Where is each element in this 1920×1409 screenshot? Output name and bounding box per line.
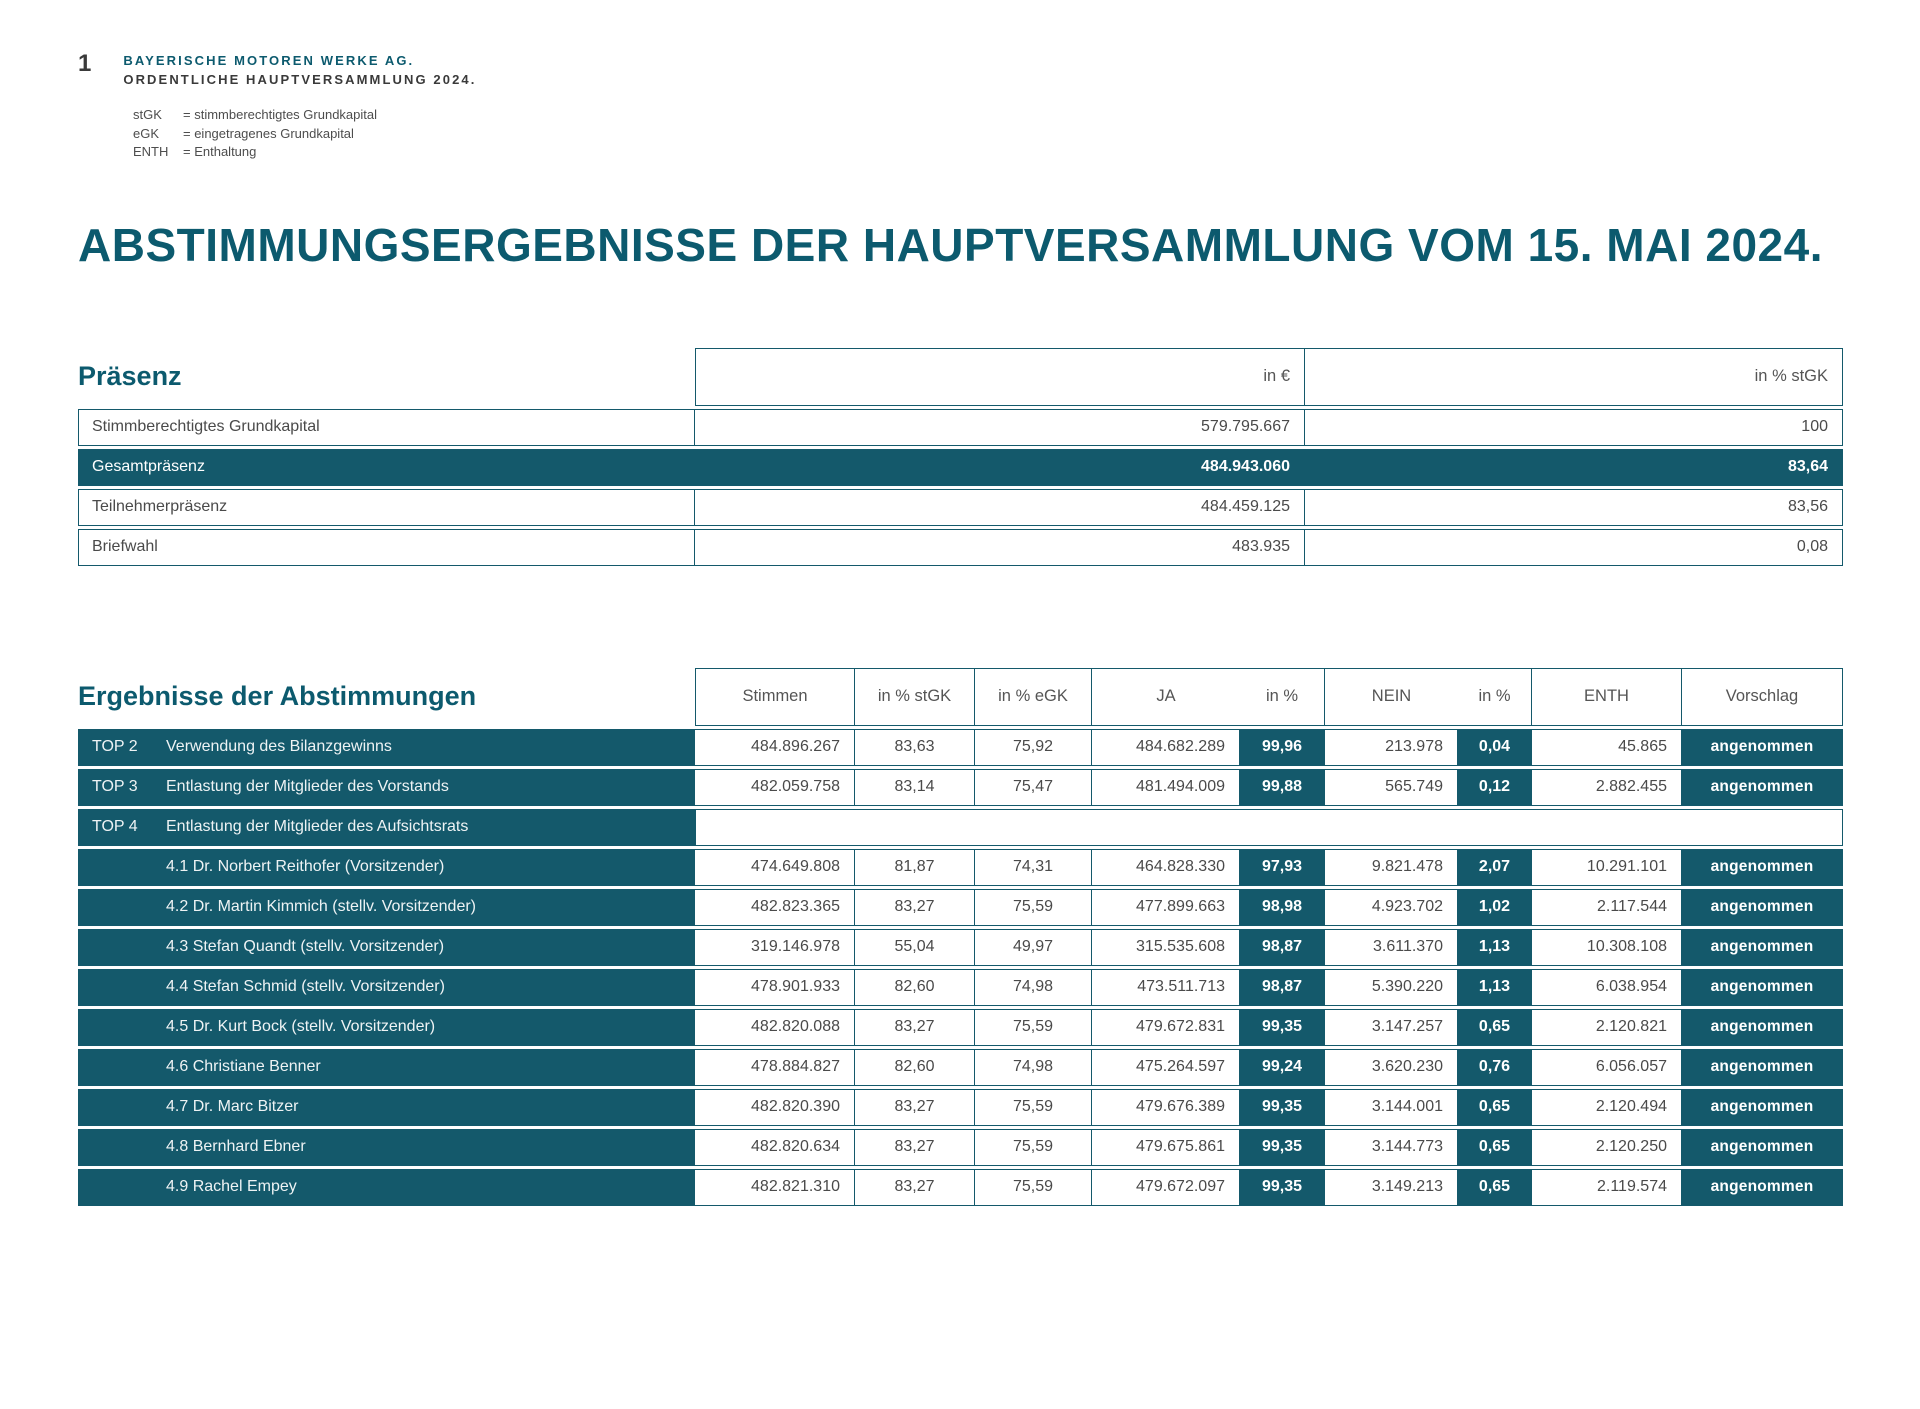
col-enth: ENTH bbox=[1532, 668, 1682, 726]
yes-pct-cell: 99,35 bbox=[1240, 1169, 1325, 1206]
yes-votes-cell: 479.672.831 bbox=[1092, 1009, 1240, 1046]
pct-egk-cell: 75,59 bbox=[975, 1089, 1092, 1126]
pct-egk-cell: 74,31 bbox=[975, 849, 1092, 886]
agenda-item-label bbox=[166, 938, 694, 956]
praesenz-eur-value: 483.935 bbox=[695, 529, 1305, 566]
agenda-item-label bbox=[166, 1018, 694, 1036]
pct-stgk-cell: 83,27 bbox=[855, 889, 975, 926]
col-ja: JA bbox=[1092, 668, 1240, 726]
pct-egk-cell: 75,47 bbox=[975, 769, 1092, 806]
yes-pct-cell: 99,96 bbox=[1240, 729, 1325, 766]
no-votes-cell: 3.611.370 bbox=[1325, 929, 1458, 966]
praesenz-row bbox=[78, 529, 1843, 566]
votes-cell: 484.896.267 bbox=[695, 729, 855, 766]
agenda-item-cell bbox=[78, 1049, 695, 1086]
yes-votes-cell: 315.535.608 bbox=[1092, 929, 1240, 966]
agenda-item-cell bbox=[78, 769, 695, 806]
legend-row bbox=[133, 143, 1843, 162]
page-title: ABSTIMMUNGSERGEBNISSE DER HAUPTVERSAMMLUNG VOM 15. MAI 2024. bbox=[78, 219, 1824, 272]
vote-result-row bbox=[78, 1169, 1843, 1206]
page-number: 1 bbox=[78, 50, 92, 77]
agenda-item-label bbox=[166, 1098, 694, 1116]
agenda-item-label bbox=[166, 978, 694, 996]
yes-votes-cell: 479.672.097 bbox=[1092, 1169, 1240, 1206]
page-header bbox=[78, 52, 1843, 90]
agenda-item-label bbox=[166, 858, 694, 876]
praesenz-pct-value: 83,64 bbox=[1305, 449, 1843, 486]
agenda-item-label bbox=[166, 898, 694, 916]
vote-result-row bbox=[78, 809, 1843, 846]
yes-votes-cell: 464.828.330 bbox=[1092, 849, 1240, 886]
praesenz-heading: Präsenz bbox=[78, 361, 182, 392]
agenda-item-cell bbox=[78, 969, 695, 1006]
col-ja-pct: in % bbox=[1240, 668, 1325, 726]
proposal-result-cell: angenommen bbox=[1682, 969, 1843, 1006]
abstain-cell: 2.120.821 bbox=[1532, 1009, 1682, 1046]
agenda-item-cell bbox=[78, 1169, 695, 1206]
no-votes-cell: 5.390.220 bbox=[1325, 969, 1458, 1006]
voting-results-table bbox=[78, 665, 1843, 1209]
agenda-item-title: 4.5 Dr. Kurt Bock (stellv. Vorsitzender) bbox=[166, 1018, 436, 1036]
pct-stgk-cell: 83,27 bbox=[855, 1009, 975, 1046]
vote-result-row bbox=[78, 1089, 1843, 1126]
praesenz-header-row bbox=[78, 348, 1843, 406]
vote-result-row bbox=[78, 1049, 1843, 1086]
agenda-item-number: TOP 2 bbox=[92, 738, 138, 756]
yes-pct-cell: 99,35 bbox=[1240, 1089, 1325, 1126]
praesenz-pct-value: 83,56 bbox=[1305, 489, 1843, 526]
col-stimmen: Stimmen bbox=[695, 668, 855, 726]
abbreviation-legend bbox=[133, 106, 1843, 163]
praesenz-row bbox=[78, 449, 1843, 486]
document-page bbox=[0, 52, 1920, 1209]
no-pct-cell: 0,12 bbox=[1458, 769, 1532, 806]
yes-pct-cell: 99,35 bbox=[1240, 1009, 1325, 1046]
no-votes-cell: 4.923.702 bbox=[1325, 889, 1458, 926]
agenda-item-cell bbox=[78, 809, 695, 846]
agenda-item-label bbox=[92, 778, 694, 796]
pct-egk-cell: 75,59 bbox=[975, 1129, 1092, 1166]
pct-egk-cell: 75,59 bbox=[975, 1009, 1092, 1046]
votes-cell: 482.820.390 bbox=[695, 1089, 855, 1126]
no-votes-cell: 3.147.257 bbox=[1325, 1009, 1458, 1046]
vote-result-row bbox=[78, 769, 1843, 806]
agenda-item-title: Verwendung des Bilanzgewinns bbox=[166, 738, 392, 756]
legend-definition: = stimmberechtigtes Grundkapital bbox=[183, 106, 378, 122]
proposal-result-cell: angenommen bbox=[1682, 1089, 1843, 1126]
yes-pct-cell: 98,87 bbox=[1240, 969, 1325, 1006]
agenda-item-cell bbox=[78, 849, 695, 886]
agenda-item-title: 4.4 Stefan Schmid (stellv. Vorsitzender) bbox=[166, 978, 445, 996]
vote-result-row bbox=[78, 1009, 1843, 1046]
yes-votes-cell: 484.682.289 bbox=[1092, 729, 1240, 766]
abstain-cell: 2.119.574 bbox=[1532, 1169, 1682, 1206]
proposal-result-cell: angenommen bbox=[1682, 929, 1843, 966]
praesenz-pct-value: 100 bbox=[1305, 409, 1843, 446]
agenda-item-title: Entlastung der Mitglieder des Vorstands bbox=[166, 778, 449, 796]
votes-cell: 319.146.978 bbox=[695, 929, 855, 966]
praesenz-col-pct-stgk: in % stGK bbox=[1305, 348, 1843, 406]
no-pct-cell: 0,04 bbox=[1458, 729, 1532, 766]
praesenz-eur-value: 484.943.060 bbox=[695, 449, 1305, 486]
abstain-cell: 45.865 bbox=[1532, 729, 1682, 766]
praesenz-eur-value: 484.459.125 bbox=[695, 489, 1305, 526]
votes-cell: 482.059.758 bbox=[695, 769, 855, 806]
yes-pct-cell: 98,87 bbox=[1240, 929, 1325, 966]
empty-span-cell bbox=[695, 809, 1843, 846]
yes-pct-cell: 99,88 bbox=[1240, 769, 1325, 806]
no-votes-cell: 3.149.213 bbox=[1325, 1169, 1458, 1206]
vote-result-row bbox=[78, 889, 1843, 926]
abstain-cell: 6.038.954 bbox=[1532, 969, 1682, 1006]
proposal-result-cell: angenommen bbox=[1682, 849, 1843, 886]
pct-stgk-cell: 83,14 bbox=[855, 769, 975, 806]
votes-cell: 482.821.310 bbox=[695, 1169, 855, 1206]
pct-egk-cell: 75,92 bbox=[975, 729, 1092, 766]
proposal-result-cell: angenommen bbox=[1682, 889, 1843, 926]
no-pct-cell: 1,13 bbox=[1458, 969, 1532, 1006]
col-nein: NEIN bbox=[1325, 668, 1458, 726]
praesenz-heading-cell bbox=[78, 348, 695, 406]
col-nein-pct: in % bbox=[1458, 668, 1532, 726]
no-pct-cell: 1,13 bbox=[1458, 929, 1532, 966]
proposal-result-cell: angenommen bbox=[1682, 1169, 1843, 1206]
pct-stgk-cell: 83,27 bbox=[855, 1129, 975, 1166]
agenda-item-number: TOP 3 bbox=[92, 778, 138, 796]
yes-pct-cell: 99,24 bbox=[1240, 1049, 1325, 1086]
results-heading-cell bbox=[78, 668, 695, 726]
agenda-item-title: 4.7 Dr. Marc Bitzer bbox=[166, 1098, 299, 1116]
no-votes-cell: 3.144.773 bbox=[1325, 1129, 1458, 1166]
legend-row bbox=[133, 106, 1843, 125]
vote-result-row bbox=[78, 729, 1843, 766]
praesenz-row-label: Briefwahl bbox=[78, 529, 695, 566]
agenda-item-number: TOP 4 bbox=[92, 818, 138, 836]
no-pct-cell: 1,02 bbox=[1458, 889, 1532, 926]
col-vorschlag: Vorschlag bbox=[1682, 668, 1843, 726]
pct-stgk-cell: 82,60 bbox=[855, 969, 975, 1006]
results-header-row bbox=[78, 668, 1843, 726]
agenda-item-title: Entlastung der Mitglieder des Aufsichtsrats bbox=[166, 818, 469, 836]
yes-votes-cell: 473.511.713 bbox=[1092, 969, 1240, 1006]
agenda-item-title: 4.3 Stefan Quandt (stellv. Vorsitzender) bbox=[166, 938, 445, 956]
agenda-item-cell bbox=[78, 1009, 695, 1046]
agenda-item-title: 4.8 Bernhard Ebner bbox=[166, 1138, 306, 1156]
votes-cell: 482.820.088 bbox=[695, 1009, 855, 1046]
yes-pct-cell: 99,35 bbox=[1240, 1129, 1325, 1166]
vote-result-row bbox=[78, 849, 1843, 886]
yes-votes-cell: 477.899.663 bbox=[1092, 889, 1240, 926]
votes-cell: 482.823.365 bbox=[695, 889, 855, 926]
company-block bbox=[123, 52, 476, 90]
agenda-item-label bbox=[166, 1058, 694, 1076]
praesenz-table bbox=[78, 345, 1843, 569]
yes-votes-cell: 479.676.389 bbox=[1092, 1089, 1240, 1126]
yes-votes-cell: 481.494.009 bbox=[1092, 769, 1240, 806]
votes-cell: 478.884.827 bbox=[695, 1049, 855, 1086]
no-votes-cell: 565.749 bbox=[1325, 769, 1458, 806]
legend-abbr: eGK bbox=[133, 125, 160, 141]
pct-stgk-cell: 83,63 bbox=[855, 729, 975, 766]
legend-definition: = Enthaltung bbox=[183, 144, 257, 160]
no-pct-cell: 0,65 bbox=[1458, 1169, 1532, 1206]
legend-definition: = eingetragenes Grundkapital bbox=[183, 125, 354, 141]
vote-result-row bbox=[78, 929, 1843, 966]
agenda-item-cell bbox=[78, 729, 695, 766]
legend-abbr: ENTH bbox=[133, 144, 169, 160]
proposal-result-cell: angenommen bbox=[1682, 729, 1843, 766]
agenda-item-label bbox=[92, 818, 694, 836]
vote-result-row bbox=[78, 1129, 1843, 1166]
pct-stgk-cell: 83,27 bbox=[855, 1089, 975, 1126]
proposal-result-cell: angenommen bbox=[1682, 769, 1843, 806]
praesenz-eur-value: 579.795.667 bbox=[695, 409, 1305, 446]
agenda-item-cell bbox=[78, 929, 695, 966]
agenda-item-label bbox=[166, 1138, 694, 1156]
no-votes-cell: 3.620.230 bbox=[1325, 1049, 1458, 1086]
votes-cell: 478.901.933 bbox=[695, 969, 855, 1006]
no-votes-cell: 3.144.001 bbox=[1325, 1089, 1458, 1126]
legend-row bbox=[133, 125, 1843, 144]
pct-stgk-cell: 83,27 bbox=[855, 1169, 975, 1206]
legend-abbr: stGK bbox=[133, 106, 162, 122]
agenda-item-title: 4.6 Christiane Benner bbox=[166, 1058, 321, 1076]
pct-egk-cell: 75,59 bbox=[975, 1169, 1092, 1206]
pct-egk-cell: 75,59 bbox=[975, 889, 1092, 926]
no-votes-cell: 9.821.478 bbox=[1325, 849, 1458, 886]
praesenz-col-eur: in € bbox=[695, 348, 1305, 406]
agenda-item-cell bbox=[78, 1089, 695, 1126]
praesenz-pct-value: 0,08 bbox=[1305, 529, 1843, 566]
abstain-cell: 2.882.455 bbox=[1532, 769, 1682, 806]
no-pct-cell: 0,65 bbox=[1458, 1009, 1532, 1046]
proposal-result-cell: angenommen bbox=[1682, 1129, 1843, 1166]
yes-votes-cell: 475.264.597 bbox=[1092, 1049, 1240, 1086]
company-name: BAYERISCHE MOTOREN WERKE AG. bbox=[123, 53, 415, 68]
praesenz-row-label: Teilnehmerpräsenz bbox=[78, 489, 695, 526]
proposal-result-cell: angenommen bbox=[1682, 1049, 1843, 1086]
agenda-item-title: 4.1 Dr. Norbert Reithofer (Vorsitzender) bbox=[166, 858, 445, 876]
pct-stgk-cell: 81,87 bbox=[855, 849, 975, 886]
abstain-cell: 2.120.494 bbox=[1532, 1089, 1682, 1126]
abstain-cell: 6.056.057 bbox=[1532, 1049, 1682, 1086]
abstain-cell: 10.291.101 bbox=[1532, 849, 1682, 886]
col-pct-egk: in % eGK bbox=[975, 668, 1092, 726]
no-pct-cell: 0,76 bbox=[1458, 1049, 1532, 1086]
praesenz-row bbox=[78, 489, 1843, 526]
abstain-cell: 2.120.250 bbox=[1532, 1129, 1682, 1166]
no-pct-cell: 2,07 bbox=[1458, 849, 1532, 886]
votes-cell: 482.820.634 bbox=[695, 1129, 855, 1166]
col-pct-stgk: in % stGK bbox=[855, 668, 975, 726]
votes-cell: 474.649.808 bbox=[695, 849, 855, 886]
yes-pct-cell: 97,93 bbox=[1240, 849, 1325, 886]
no-votes-cell: 213.978 bbox=[1325, 729, 1458, 766]
no-pct-cell: 0,65 bbox=[1458, 1129, 1532, 1166]
agenda-item-label bbox=[92, 738, 694, 756]
pct-stgk-cell: 55,04 bbox=[855, 929, 975, 966]
pct-egk-cell: 49,97 bbox=[975, 929, 1092, 966]
pct-stgk-cell: 82,60 bbox=[855, 1049, 975, 1086]
yes-pct-cell: 98,98 bbox=[1240, 889, 1325, 926]
agenda-item-title: 4.2 Dr. Martin Kimmich (stellv. Vorsitzender) bbox=[166, 898, 477, 916]
agenda-item-title: 4.9 Rachel Empey bbox=[166, 1178, 297, 1196]
yes-votes-cell: 479.675.861 bbox=[1092, 1129, 1240, 1166]
pct-egk-cell: 74,98 bbox=[975, 969, 1092, 1006]
agenda-item-cell bbox=[78, 889, 695, 926]
no-pct-cell: 0,65 bbox=[1458, 1089, 1532, 1126]
pct-egk-cell: 74,98 bbox=[975, 1049, 1092, 1086]
praesenz-row-label: Stimmberechtigtes Grundkapital bbox=[78, 409, 695, 446]
vote-result-row bbox=[78, 969, 1843, 1006]
results-heading: Ergebnisse der Abstimmungen bbox=[78, 681, 477, 712]
abstain-cell: 10.308.108 bbox=[1532, 929, 1682, 966]
meeting-name: ORDENTLICHE HAUPTVERSAMMLUNG 2024. bbox=[123, 71, 477, 87]
abstain-cell: 2.117.544 bbox=[1532, 889, 1682, 926]
agenda-item-cell bbox=[78, 1129, 695, 1166]
praesenz-row bbox=[78, 409, 1843, 446]
proposal-result-cell: angenommen bbox=[1682, 1009, 1843, 1046]
agenda-item-label bbox=[166, 1178, 694, 1196]
praesenz-row-label: Gesamtpräsenz bbox=[78, 449, 695, 486]
